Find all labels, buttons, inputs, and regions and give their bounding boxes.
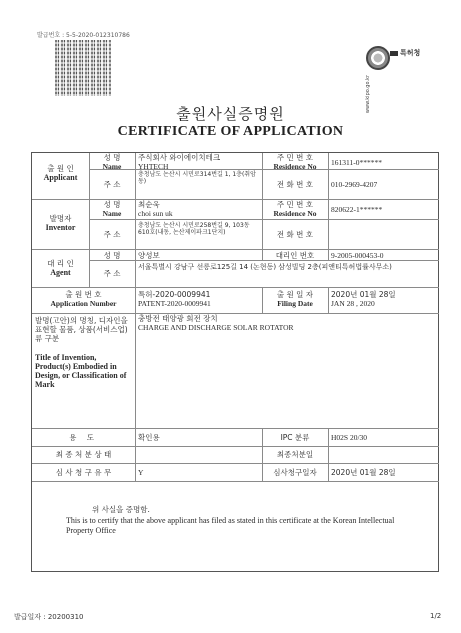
inventor-address-label: 주 소 (103, 230, 121, 239)
qr-code (55, 40, 111, 96)
agent-code-label: 대리인 번호 (275, 251, 315, 260)
applicant-residence-number: 161311-0****** (331, 158, 382, 167)
applicant-name: 주식회사 와이에이치테크 YHTECH (138, 153, 221, 171)
agent-name-label: 성 명 (103, 251, 121, 260)
filing-date: 2020년 01월 28일 JAN 28 , 2020 (331, 290, 396, 308)
certificate-table (31, 152, 439, 572)
disposition-date-label: 최종처분일 (276, 450, 314, 459)
issue-number: 발급번호 : 5-5-2020-012310786 (37, 32, 130, 39)
application-number: 특허-2020-0009941 PATENT-2020-0009941 (138, 290, 211, 308)
applicant-name-label: 성 명 Name (102, 153, 122, 171)
disposition-label: 최 종 처 분 상 태 (55, 450, 112, 459)
applicant-label: 출 원 인 Applicant (43, 164, 78, 182)
inventor-residence-label: 주 민 번 호 Residence No (273, 200, 317, 218)
application-number-label: 출 원 번 호 Application Number (50, 290, 117, 308)
certification-korean: 위 사실을 증명함. (92, 505, 150, 514)
agent-address-label: 주 소 (103, 269, 121, 278)
office-logo (390, 48, 420, 58)
applicant-residence-label: 주 민 번 호 Residence No (273, 153, 317, 171)
exam-request-date-label: 심사청구일자 (273, 468, 317, 477)
issue-date: 발급일자 : 20200310 (14, 613, 84, 621)
office-url: www.kipo.go.kr (365, 75, 371, 114)
inventor-name: 최순욱 choi sun uk (138, 200, 173, 218)
office-logo-text: 특허청 (400, 49, 421, 57)
page-number: 1/2 (430, 612, 442, 620)
applicant-address: 충청남도 논산시 시민로314번길 1, 1층(취암동) (138, 171, 256, 185)
exam-request-date: 2020년 01월 28일 (331, 468, 396, 477)
filing-date-label: 출 원 일 자 Filing Date (276, 290, 314, 308)
agent-address: 서울특별시 강남구 선릉로125길 14 (논현동) 삼성빌딩 2층(피앤티특허법률사무소) (138, 263, 392, 271)
applicant-address-label: 주 소 (103, 180, 121, 189)
inventor-residence-number: 820622-1****** (331, 205, 383, 214)
exam-request-label: 심 사 청 구 유 무 (55, 468, 112, 477)
usage-label: 용 도 (69, 433, 98, 442)
agent-code: 9-2005-000453-0 (331, 251, 384, 260)
invention-title-label-korean: 발명(고안)의 명칭, 디자인을 표현할 물품, 상품(서비스업)류 구분 (35, 316, 128, 343)
invention-title: 충방전 태양광 회전 장치 CHARGE AND DISCHARGE SOLAR ROTATOR (138, 314, 294, 332)
page-title-english: CERTIFICATE OF APPLICATION (117, 124, 344, 139)
inventor-label: 발명자 Inventor (45, 214, 76, 232)
applicant-phone-label: 전 화 번 호 (276, 180, 314, 189)
exam-request-value: Y (138, 468, 144, 477)
ipc-value: H02S 20/30 (331, 433, 368, 442)
invention-title-label-english: Title of Invention, Product(s) Embodied in Design, or Classification of Mark (35, 353, 127, 389)
usage-value: 확인용 (138, 433, 160, 442)
inventor-name-label: 성 명 Name (102, 200, 122, 218)
page-title-korean: 출원사실증명원 (176, 105, 285, 123)
office-logo-icon (390, 51, 398, 56)
agent-name: 양성보 (138, 251, 160, 260)
office-seal-icon (366, 46, 390, 70)
inventor-address: 충청남도 논산시 시민로258번길 9, 103동 610호(내동, 논산제이파크1단지) (138, 222, 250, 236)
inventor-phone-label: 전 화 번 호 (276, 230, 314, 239)
ipc-label: IPC 분류 (280, 433, 310, 442)
certification-english: This is to certify that the above applicant has filed as stated in this certificate at the Korean Intellectual Property Office (66, 516, 395, 535)
agent-label: 대 리 인 Agent (47, 259, 74, 277)
applicant-phone: 010-2969-4207 (331, 180, 378, 189)
